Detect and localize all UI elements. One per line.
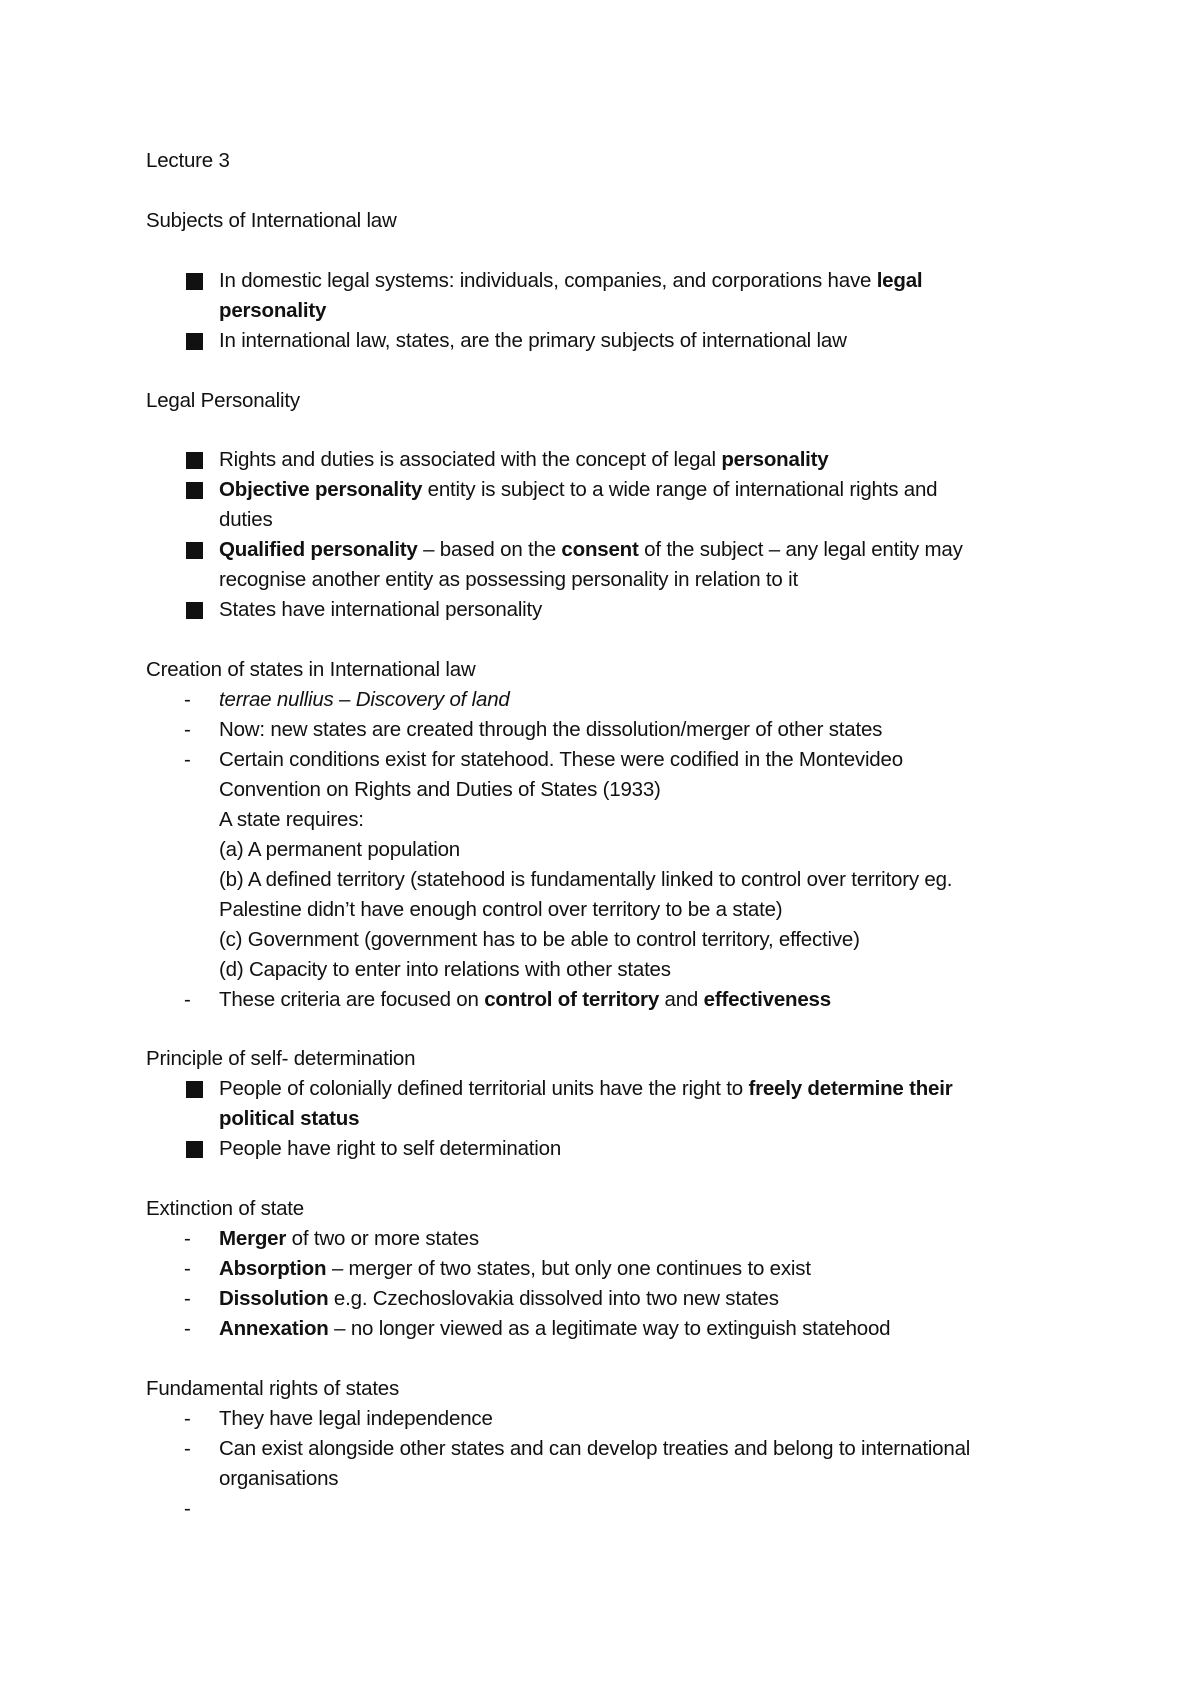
dash-bullet-icon: - [184,1227,191,1250]
dash-item-continuation: organisations [219,1467,339,1490]
dash-item-continuation: (c) Government (government has to be able to control territory, effective) [219,928,860,951]
dash-item: terrae nullius – Discovery of land [219,688,510,711]
section-heading-creation: Creation of states in International law [146,658,476,681]
dash-item: Annexation – no longer viewed as a legitimate way to extinguish statehood [219,1317,891,1340]
bullet-item: Qualified personality – based on the consent of the subject – any legal entity may [219,538,963,561]
bullet-item: Rights and duties is associated with the concept of legal personality [219,448,829,471]
dash-item-continuation: (b) A defined territory (statehood is fundamentally linked to control over territory eg. [219,868,953,891]
dash-item: Dissolution e.g. Czechoslovakia dissolved into two new states [219,1287,779,1310]
dash-bullet-icon: - [184,1437,191,1460]
section-heading-legal-personality: Legal Personality [146,389,300,412]
bullet-square-icon [186,542,203,559]
dash-item-continuation: Palestine didn’t have enough control over territory to be a state) [219,898,783,921]
bullet-item: States have international personality [219,598,543,621]
bullet-item-continuation: duties [219,508,273,531]
dash-bullet-icon: - [184,688,191,711]
dash-item-continuation: (a) A permanent population [219,838,460,861]
bullet-item: In domestic legal systems: individuals, companies, and corporations have legal [219,269,923,292]
bullet-square-icon [186,452,203,469]
section-heading-extinction: Extinction of state [146,1197,305,1220]
bullet-item-continuation: personality [219,299,327,322]
dash-bullet-icon: - [184,1407,191,1430]
dash-item: Certain conditions exist for statehood. These were codified in the Montevideo [219,748,903,771]
section-heading-self-determination: Principle of self- determination [146,1047,416,1070]
lecture-title: Lecture 3 [146,149,230,172]
section-heading-fundamental-rights: Fundamental rights of states [146,1377,400,1400]
dash-item: Absorption – merger of two states, but only one continues to exist [219,1257,811,1280]
dash-item: Merger of two or more states [219,1227,479,1250]
dash-item-continuation: A state requires: [219,808,364,831]
bullet-square-icon [186,273,203,290]
bullet-square-icon [186,333,203,350]
dash-bullet-icon: - [184,718,191,741]
dash-bullet-icon: - [184,1257,191,1280]
bullet-item: People of colonially defined territorial units have the right to freely determine their [219,1077,953,1100]
dash-bullet-icon: - [184,1287,191,1310]
bullet-square-icon [186,482,203,499]
dash-bullet-icon: - [184,748,191,771]
dash-item: These criteria are focused on control of territory and effectiveness [219,988,831,1011]
dash-bullet-icon: - [184,988,191,1011]
bullet-item: Objective personality entity is subject to a wide range of international rights and [219,478,938,501]
dash-item-continuation: Convention on Rights and Duties of States (1933) [219,778,661,801]
bullet-square-icon [186,1141,203,1158]
bullet-item: People have right to self determination [219,1137,562,1160]
bullet-item-continuation: political status [219,1107,360,1130]
dash-bullet-icon: - [184,1497,191,1520]
bullet-square-icon [186,1081,203,1098]
bullet-square-icon [186,602,203,619]
dash-item: They have legal independence [219,1407,493,1430]
dash-item-continuation: (d) Capacity to enter into relations with other states [219,958,671,981]
bullet-item-continuation: recognise another entity as possessing personality in relation to it [219,568,798,591]
section-heading-subjects: Subjects of International law [146,209,397,232]
dash-item: Can exist alongside other states and can develop treaties and belong to international [219,1437,971,1460]
bullet-item: In international law, states, are the primary subjects of international law [219,329,847,352]
dash-item: Now: new states are created through the dissolution/merger of other states [219,718,883,741]
dash-bullet-icon: - [184,1317,191,1340]
